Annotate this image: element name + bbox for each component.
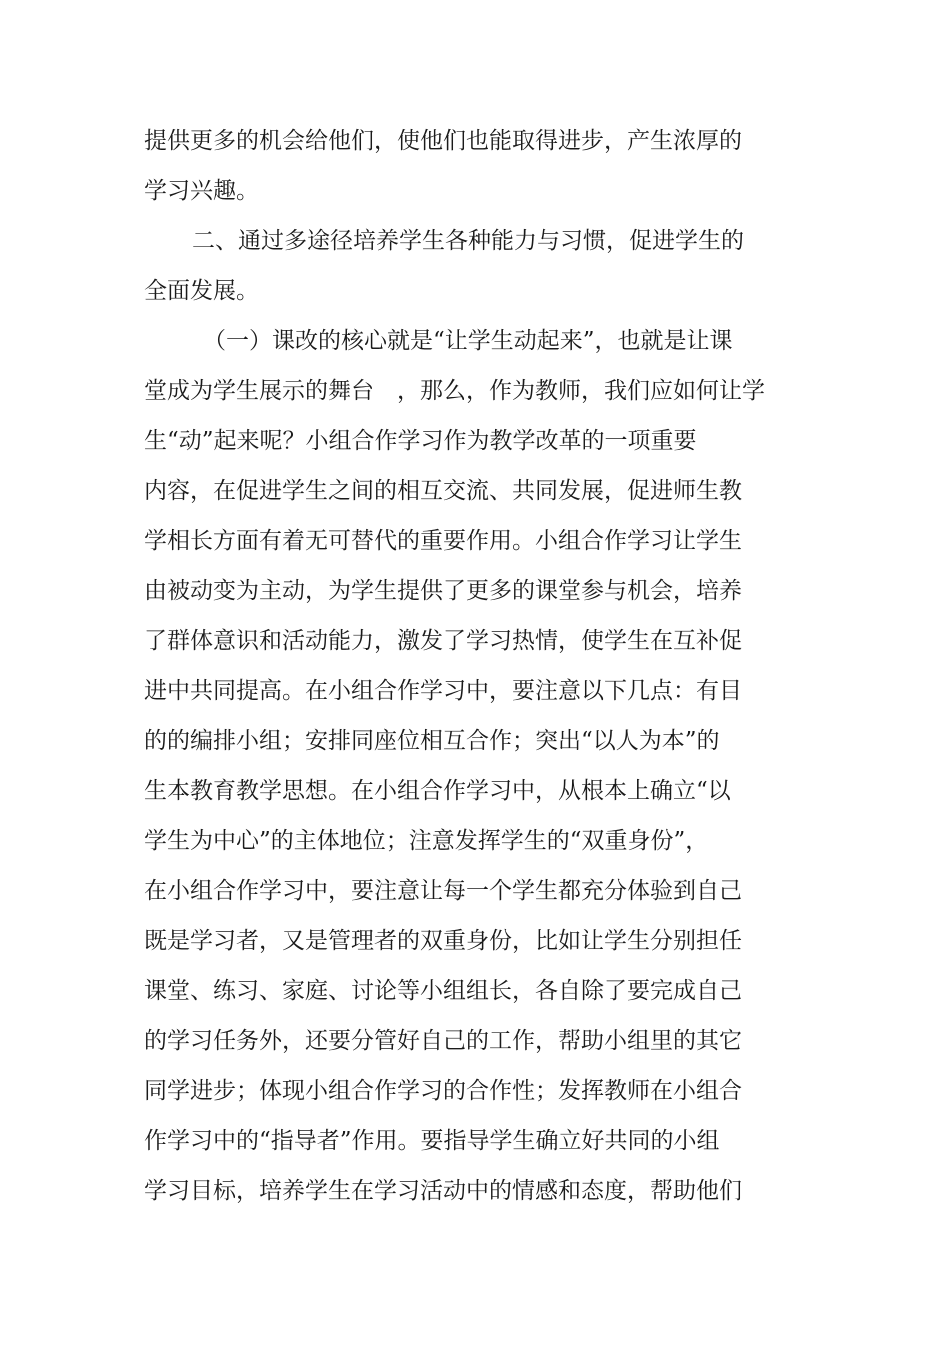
text-line: 既是学习者，又是管理者的双重身份，比如让学生分别担任 xyxy=(144,928,742,954)
text-line: 生本教育教学思想。在小组合作学习中，从根本上确立“以 xyxy=(144,778,731,804)
text-line: 学生为中心”的主体地位；注意发挥学生的“双重身份”， xyxy=(144,828,709,854)
text-line: 进中共同提高。在小组合作学习中，要注意以下几点：有目 xyxy=(144,678,742,704)
text-line: 的的编排小组；安排同座位相互合作；突出“以人为本”的 xyxy=(144,728,720,754)
text-line: 学习目标，培养学生在学习活动中的情感和态度，帮助他们 xyxy=(144,1178,742,1204)
text-line: 在小组合作学习中，要注意让每一个学生都充分体验到自己 xyxy=(144,878,742,904)
heading-line: 全面发展。 xyxy=(144,278,259,304)
text-line: 堂成为学生展示的舞台 ，那么，作为教师，我们应如何让学 xyxy=(144,378,765,404)
text-line: 学相长方面有着无可替代的重要作用。小组合作学习让学生 xyxy=(144,528,742,554)
text-line: 学习兴趣。 xyxy=(144,178,259,204)
text-line: 内容，在促进学生之间的相互交流、共同发展，促进师生教 xyxy=(144,478,742,504)
text-line: 由被动变为主动，为学生提供了更多的课堂参与机会，培养 xyxy=(144,578,742,604)
text-line: 生“动”起来呢？小组合作学习作为教学改革的一项重要 xyxy=(144,428,697,454)
text-line: 作学习中的“指导者”作用。要指导学生确立好共同的小组 xyxy=(144,1128,720,1154)
text-line: 提供更多的机会给他们，使他们也能取得进步，产生浓厚的 xyxy=(144,128,742,154)
heading-line: 二、通过多途径培养学生各种能力与习惯，促进学生的 xyxy=(192,228,744,254)
text-line: 了群体意识和活动能力，激发了学习热情，使学生在互补促 xyxy=(144,628,742,654)
text-line: 的学习任务外，还要分管好自己的工作，帮助小组里的其它 xyxy=(144,1028,742,1054)
text-line: 同学进步；体现小组合作学习的合作性；发挥教师在小组合 xyxy=(144,1078,742,1104)
subheading-line: （一）课改的核心就是“让学生动起来”，也就是让课 xyxy=(203,328,733,354)
text-line: 课堂、练习、家庭、讨论等小组组长，各自除了要完成自己 xyxy=(144,978,742,1004)
